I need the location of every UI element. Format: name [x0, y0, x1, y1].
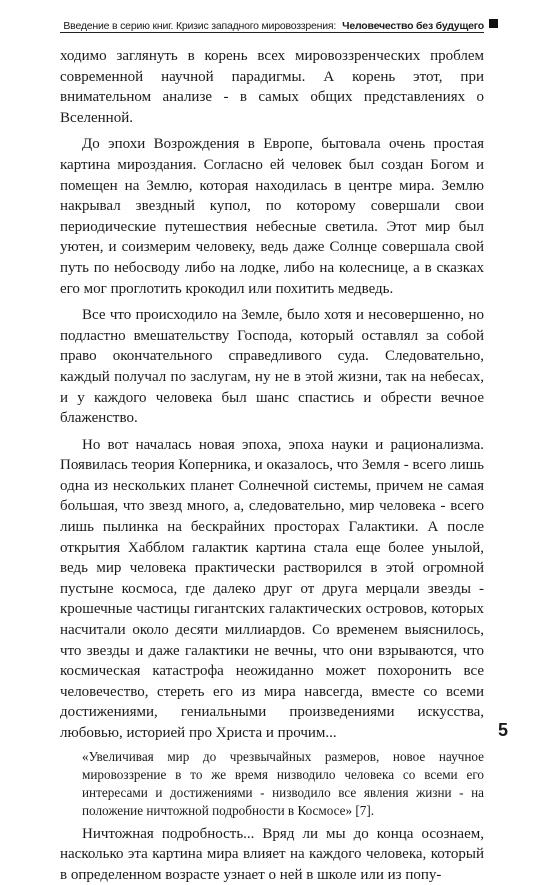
header-square-marker: [489, 19, 498, 28]
running-head: [60, 14, 484, 33]
page-number: 5: [497, 720, 508, 740]
book-title: Человечество без будущего: [342, 20, 484, 32]
block-quote: [60, 748, 484, 820]
series-title: Введение в серию книг. Кризис западного мировоззрения:: [63, 20, 337, 32]
paragraph: Ничтожная подробность... Вряд ли мы до конца осознаем, насколько эта картина мира влияет на каждого человека, который в определенном возрасте узнает о ней в школе или из попу-: [60, 825, 484, 883]
body-text: [60, 46, 484, 885]
paragraph-continued: ходимо заглянуть в корень всех мировоззренческих проблем современной научной парадигмы. А корень этот, при внимательном анализе - в самых общих представлениях о Вселенной.: [60, 48, 484, 126]
paragraph: Но вот началась новая эпоха, эпоха науки и рационализма. Появилась теория Коперника, и оказалось, что Земля - всего лишь одна из нескольких планет Солнечной системы, причем не самая большая, что звезд много, а, следовательно, мир человека - всего лишь пылинка на бескрайних просторах Галактики. А после открытия Хабблом галактик картина стала еще более унылой, ведь мир человека практически растворился в этой огромной пустыне космоса, где далеко друг от друга мерцали звезды - крошечные частицы гигантских галактических островов, которых насчитали около десяти миллиардов. Со временем выяснилось, что звезды и даже галактики не вечны, что они взрываются, что космическая катастрофа неожиданно может похоронить все человечество, стереть его из мира навсегда, вместе со всеми достижениями, гениальными произведениями искусства, любовью, историей про Христа и прочим...: [60, 436, 484, 741]
quote-text: «Увеличивая мир до чрезвычайных размеров, новое научное мировоззрение в то же время низводило человека со всеми его интересами и достижениями - низводило все явления жизни - на положение ничтожной подробности в Космосе» [7].: [82, 748, 484, 818]
paragraph: Все что происходило на Земле, было хотя и несовершенно, но подластно вмешательству Господа, который оставлял за собой право окончательного справедливого суда. Следовательно, каждый получал по заслугам, ну не в этой жизни, так на небесах, и у каждого человека был шанс спастись и обрести вечное блаженство.: [60, 307, 484, 427]
paragraph: До эпохи Возрождения в Европе, бытовала очень простая картина мироздания. Согласно ей человек был создан Богом и помещен на Землю, которая находилась в центре мира. Землю накрывал звездный купол, по которому совершали свои периодические путешествия небесные светила. Этот мир был уютен, и соизмерим человеку, ведь даже Солнце совершала свой путь по небосводу либо на лодке, либо на колеснице, а в сказках его мог проглотить крокодил или похитить медведь.: [60, 136, 484, 297]
